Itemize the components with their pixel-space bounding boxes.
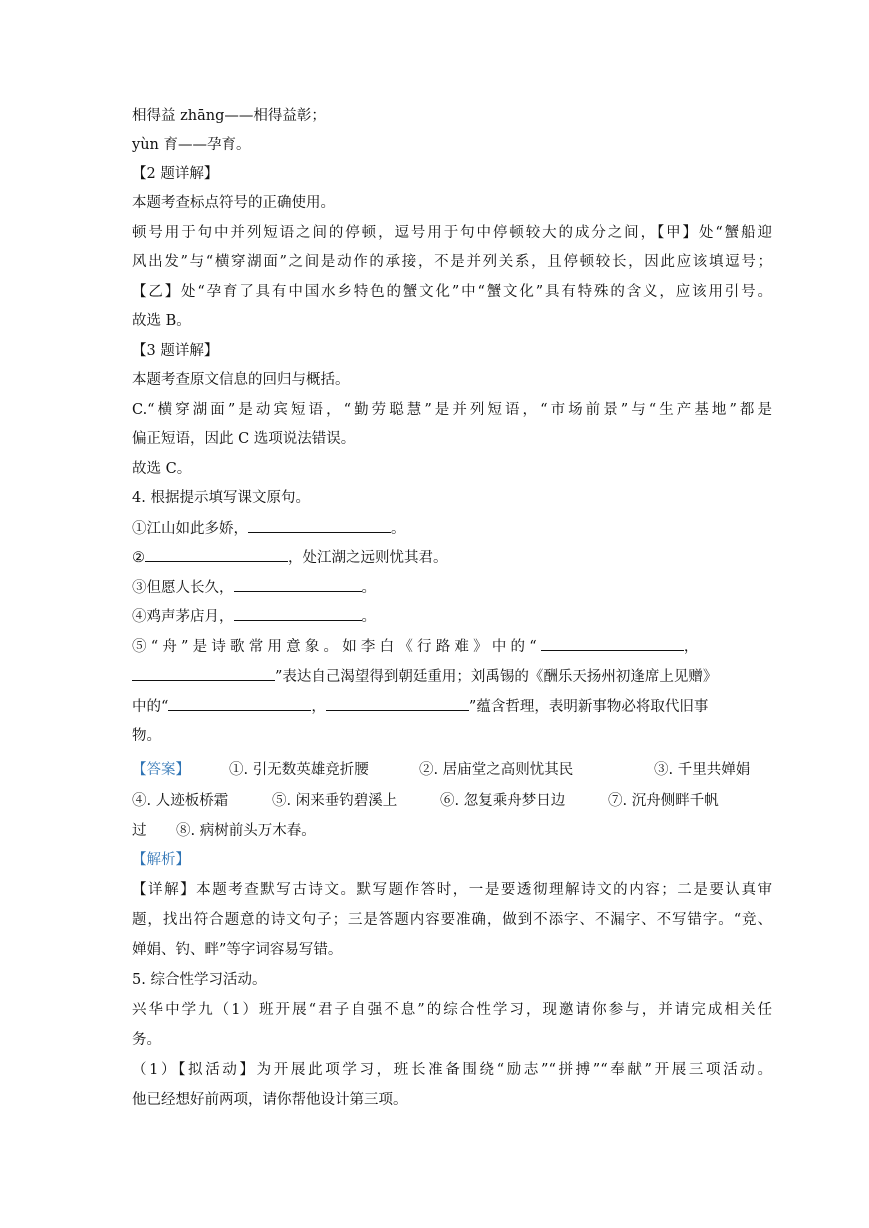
answer-item: ⑧. 病树前头万木春。 [176, 823, 316, 839]
answer-blank[interactable] [248, 518, 391, 533]
text-line: 兴华中学九（1）班开展“君子自强不息”的综合性学习，现邀请你参与，并请完成相关任 [132, 1002, 772, 1018]
answer-item: ⑥. 忽复乘舟梦日边 [440, 793, 566, 809]
text-line: 婵娟、钓、畔”等字词容易写错。 [132, 942, 343, 958]
text-line: yùn 育——孕育。 [132, 137, 251, 153]
text-line: 【乙】处“孕育了具有中国水乡特色的蟹文化”中“蟹文化”具有特殊的含义，应该用引号。 [132, 284, 772, 300]
answer-blank[interactable] [326, 696, 469, 711]
text-line: 偏正短语，因此 C 选项说法错误。 [132, 431, 356, 447]
fill-blank-line [132, 696, 772, 717]
fill-blank-line [132, 547, 772, 568]
fill-blank-line [132, 518, 772, 539]
text-line: 题，找出符合题意的诗文句子；三是答题内容要准确，做到不添字、不漏字、不写错字。“竞、 [132, 912, 772, 928]
answer-item: ⑤. 闲来垂钓碧溪上 [272, 793, 398, 809]
prompt-text: ② [132, 550, 145, 566]
answer-item: ①. 引无数英雄竞折腰 [229, 762, 369, 778]
fill-blank-line [132, 606, 772, 627]
text-line: 他已经想好前两项，请你帮他设计第三项。 [132, 1092, 408, 1108]
prompt-text: ，处江湖之远则忧其君。 [288, 550, 448, 566]
answer-blank[interactable] [168, 696, 311, 711]
text-line: 物。 [132, 728, 161, 744]
fill-blank-line [132, 577, 772, 598]
text-line: 本题考查标点符号的正确使用。 [132, 195, 335, 211]
answer-item: ③. 千里共婵娟 [654, 762, 751, 778]
prompt-text: ”表达自己渴望得到朝廷重用；刘禹锡的《酬乐天扬州初逢席上见赠》 [275, 669, 718, 685]
text-line: 风出发”与“横穿湖面”之间是动作的承接，不是并列关系，且停顿较长，因此应该填逗号； [132, 254, 772, 270]
prompt-text: ⑤“舟”是诗歌常用意象。如李白《行路难》中的“ [132, 639, 541, 655]
prompt-text: 。 [391, 521, 406, 537]
prompt-text: 。 [361, 580, 376, 596]
text-line: 务。 [132, 1032, 161, 1048]
text-line: 故选 B。 [132, 313, 191, 329]
prompt-text: ①江山如此多娇， [132, 521, 248, 537]
text-line: 【详解】本题考查默写古诗文。默写题作答时，一是要透彻理解诗文的内容；二是要认真审 [132, 882, 772, 898]
analysis-tag: 【解析】 [132, 852, 190, 868]
section-heading: 【2 题详解】 [132, 166, 219, 182]
prompt-text: ④鸡声茅店月， [132, 609, 234, 625]
answer-item: ④. 人迹板桥霜 [132, 793, 229, 809]
prompt-text: ③但愿人长久， [132, 580, 234, 596]
answer-blank[interactable] [234, 577, 362, 592]
prompt-text: ， [311, 699, 326, 715]
text-line: 本题考查原文信息的回归与概括。 [132, 372, 350, 388]
answer-blank[interactable] [541, 636, 684, 651]
fill-blank-line [132, 666, 772, 687]
text-line: 相得益 zhāng——相得益彰； [132, 108, 326, 124]
prompt-text: ”蕴含哲理，表明新事物必将取代旧事 [468, 699, 709, 715]
answer-blank[interactable] [132, 666, 275, 681]
fill-blank-line [132, 636, 772, 657]
question-title: 4. 根据提示填写课文原句。 [132, 490, 310, 506]
prompt-text: 中的“ [132, 699, 169, 715]
answer-item: 过 [132, 823, 147, 839]
prompt-text: 。 [361, 609, 376, 625]
prompt-text: ， [683, 639, 703, 655]
answer-item: ②. 居庙堂之高则忧其民 [419, 762, 574, 778]
answer-item: ⑦. 沉舟侧畔千帆 [608, 793, 719, 809]
section-heading: 【3 题详解】 [132, 343, 219, 359]
text-line: 故选 C。 [132, 461, 192, 477]
text-line: 顿号用于句中并列短语之间的停顿，逗号用于句中停顿较大的成分之间，【甲】处“蟹船迎 [132, 225, 772, 241]
answer-tag: 【答案】 [132, 762, 190, 778]
answer-blank[interactable] [145, 547, 288, 562]
text-line: （1）【拟活动】为开展此项学习，班长准备围绕“励志”“拼搏”“奉献”开展三项活动。 [132, 1062, 772, 1078]
text-line: C.“横穿湖面”是动宾短语，“勤劳聪慧”是并列短语，“市场前景”与“生产基地”都是 [132, 402, 772, 418]
question-title: 5. 综合性学习活动。 [132, 972, 267, 988]
answer-blank[interactable] [234, 606, 362, 621]
